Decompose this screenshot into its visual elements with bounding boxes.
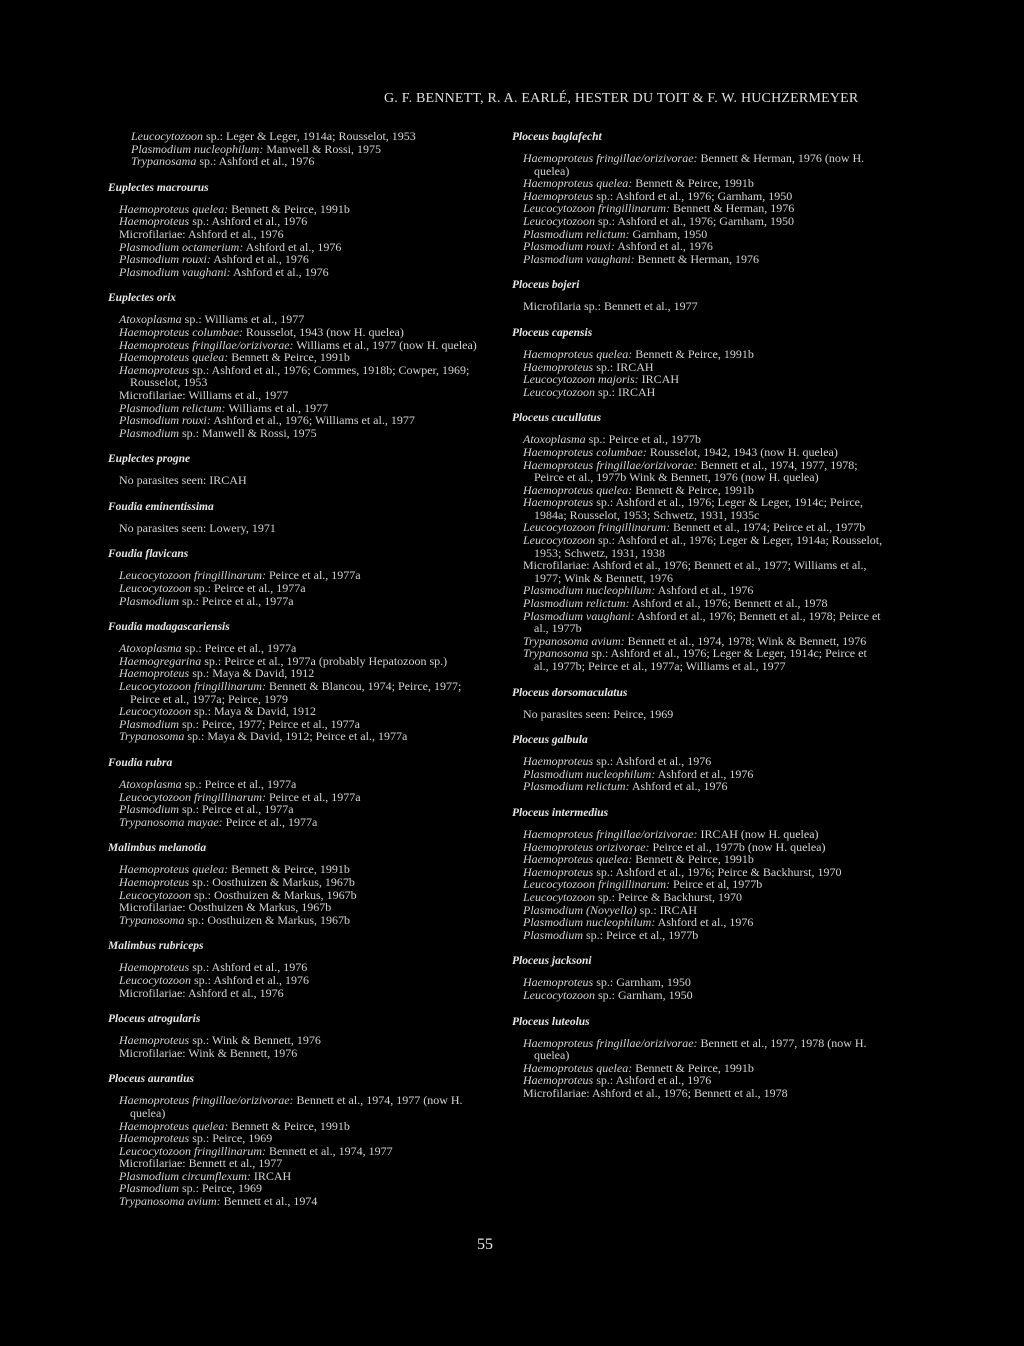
record-citation: Bennett et al., 1974, 1978; Wink & Bennett, 1976 bbox=[624, 633, 867, 648]
parasite-record bbox=[523, 300, 884, 313]
record-citation: Bennett & Peirce, 1991b bbox=[632, 176, 754, 191]
parasite-name: Plasmodium bbox=[119, 802, 179, 817]
record-citation: sp.: Peirce et al., 1977b bbox=[583, 927, 699, 942]
parasite-name: Atoxoplasma bbox=[119, 312, 182, 327]
record-citation: sp.: Ashford et al., 1976; Leger & Leger, 1914a; Rousselot, 1953; Schwetz, 1931, 1938 bbox=[534, 533, 883, 560]
parasite-name: Plasmodium bbox=[119, 1181, 179, 1196]
parasite-record bbox=[523, 152, 884, 177]
record-citation: sp.: Ashford et al., 1976; Garnham, 1950 bbox=[593, 188, 793, 203]
parasite-name: Plasmodium relictum: bbox=[119, 400, 226, 415]
parasite-name: Atoxoplasma bbox=[119, 777, 182, 791]
parasite-name: Leucocytozoon bbox=[523, 889, 595, 904]
parasite-name: Haemoproteus fringillae/orizivorae: bbox=[523, 826, 698, 841]
record-citation: sp.: Peirce et al., 1977a bbox=[179, 593, 294, 608]
parasite-name: Trypanosoma bbox=[523, 646, 589, 661]
record-citation: Bennett & Peirce, 1991b bbox=[228, 201, 350, 216]
parasite-name: Haemoproteus fringillae/orizivorae: bbox=[523, 1035, 698, 1050]
left-column bbox=[108, 130, 492, 1221]
parasite-name: Haemoproteus quelea: bbox=[119, 1118, 229, 1133]
parasite-name: Haemoproteus fringillae/orizivorae: bbox=[119, 337, 294, 352]
record-citation: Ashford et al., 1976; Bennett et al., 1978; Peirce et al., 1977b bbox=[534, 608, 881, 636]
parasite-record bbox=[523, 386, 884, 399]
record-citation: Bennett et al., 1974, 1977 (now H. quelea) bbox=[130, 1093, 463, 1120]
parasite-name: Haemoproteus bbox=[119, 874, 190, 889]
parasite-name: Haemoproteus columbae: bbox=[523, 444, 647, 459]
host-species-block bbox=[108, 547, 492, 607]
parasite-record bbox=[119, 474, 492, 487]
parasite-name: Haemoproteus bbox=[523, 188, 594, 203]
record-citation: Microfilariae: Ashford et al., 1976; Bennett et al., 1978 bbox=[523, 1085, 788, 1100]
record-citation: sp.: Williams et al., 1977 bbox=[181, 312, 305, 327]
host-species-name: Ploceus intermedius bbox=[512, 806, 609, 819]
record-citation: Peirce et al., 1977a bbox=[222, 814, 318, 829]
record-citation: sp.: Maya & David, 1912 bbox=[190, 704, 316, 719]
host-species-name: Ploceus galbula bbox=[512, 734, 588, 747]
parasite-name: Haemoproteus quelea: bbox=[119, 350, 229, 365]
record-citation: Microfilariae: Oosthuizen & Markus, 1967b bbox=[119, 900, 332, 915]
record-citation: sp.: Peirce et al., 1977a (probably Hepatozoon sp.) bbox=[201, 653, 448, 668]
parasite-record bbox=[119, 266, 492, 279]
record-citation: Ashford et al., 1976 bbox=[210, 252, 309, 267]
parasite-name: Plasmodium octamerium: bbox=[119, 239, 244, 254]
record-citation: sp.: Oosthuizen & Markus, 1967b bbox=[190, 887, 357, 902]
record-citation: sp.: Wink & Bennett, 1976 bbox=[189, 1033, 321, 1048]
record-citation: Ashford et al., 1976 bbox=[655, 766, 754, 781]
parasite-name: Plasmodium nucleophilum: bbox=[523, 915, 656, 930]
parasite-name: Leucocytozoon bbox=[523, 533, 595, 548]
record-citation: Microfilariae: Ashford et al., 1976 bbox=[119, 985, 284, 1000]
parasite-name: Leucocytozoon bbox=[119, 887, 191, 902]
record-citation: sp.: IRCAH bbox=[593, 359, 654, 374]
record-citation: Microfilariae: Ashford et al., 1976 bbox=[119, 226, 284, 241]
parasite-name: Trypanosoma avium: bbox=[523, 633, 625, 648]
parasite-record bbox=[119, 730, 492, 743]
host-species-block bbox=[108, 452, 492, 487]
parasite-name: Trypanosama bbox=[131, 154, 197, 169]
record-citation: sp.: Ashford et al., 1976 bbox=[196, 154, 315, 169]
record-citation: sp.: Ashford et al., 1976 bbox=[593, 754, 712, 769]
parasite-record bbox=[523, 708, 884, 721]
parasite-name: Leucocytozoon fringillinarum: bbox=[119, 679, 266, 694]
right-species-list bbox=[512, 130, 884, 1099]
record-citation: No parasites seen: Peirce, 1969 bbox=[523, 706, 674, 721]
host-species-name: Ploceus luteolus bbox=[512, 1015, 590, 1028]
parasite-name: Plasmodium rouxi: bbox=[119, 413, 211, 428]
parasite-name: Haemoproteus bbox=[119, 1033, 190, 1048]
parasite-name: Haemoproteus quelea: bbox=[523, 1060, 633, 1075]
parasite-name: Plasmodium bbox=[119, 593, 179, 608]
parasite-record bbox=[523, 780, 884, 793]
host-species-block bbox=[108, 291, 492, 439]
parasite-record bbox=[119, 1094, 492, 1119]
parasite-name: Haemoproteus quelea: bbox=[523, 852, 633, 867]
record-citation: Peirce et al., 1977a bbox=[266, 568, 361, 583]
host-species-name: Ploceus baglafecht bbox=[512, 131, 602, 143]
record-citation: Microfilariae: Williams et al., 1977 bbox=[119, 387, 289, 402]
record-citation: Bennett & Peirce, 1991b bbox=[632, 1060, 754, 1075]
host-species-block bbox=[512, 806, 884, 941]
continued-entries bbox=[108, 130, 492, 168]
record-citation: sp.: Garnham, 1950 bbox=[593, 975, 691, 990]
record-citation: sp.: Ashford et al., 1976; Commes, 1918b; Cowper, 1969; Rousselot, 1953 bbox=[130, 362, 470, 390]
host-species-block bbox=[512, 1015, 884, 1100]
record-citation: sp.: Peirce et al., 1977b bbox=[585, 432, 701, 447]
parasite-name: Plasmodium relictum: bbox=[523, 779, 630, 794]
record-citation: sp.: Leger & Leger, 1914a; Rousselot, 1953 bbox=[202, 129, 416, 143]
record-citation: sp.: Maya & David, 1912; Peirce et al., 1977a bbox=[184, 729, 408, 744]
host-species-name: Foudia flavicans bbox=[108, 548, 189, 561]
right-column bbox=[512, 130, 884, 1112]
host-species-block bbox=[512, 954, 884, 1001]
record-citation: sp.: Peirce et al., 1977a bbox=[179, 802, 294, 817]
record-citation: sp.: Maya & David, 1912 bbox=[189, 666, 315, 681]
parasite-name: Haemoproteus fringillae/orizivorae: bbox=[523, 457, 698, 472]
record-citation: Bennett & Peirce, 1991b bbox=[228, 1118, 350, 1133]
record-citation: sp.: Garnham, 1950 bbox=[594, 987, 693, 1002]
record-citation: Bennett & Blancou, 1974; Peirce, 1977; Peirce et al., 1977a; Peirce, 1979 bbox=[130, 679, 462, 706]
record-citation: IRCAH bbox=[638, 372, 679, 387]
parasite-name: Leucocytozoon majoris: bbox=[523, 372, 639, 387]
parasite-name: Leucocytozoon fringillinarum: bbox=[119, 1143, 266, 1158]
record-citation: sp.: Ashford et al., 1976 bbox=[190, 972, 309, 987]
parasite-name: Plasmodium vaughani: bbox=[523, 251, 635, 266]
parasite-name: Leucocytozoon bbox=[523, 213, 595, 228]
parasite-record bbox=[523, 496, 884, 521]
parasite-name: Plasmodium bbox=[119, 716, 179, 731]
parasite-record bbox=[523, 929, 884, 942]
page-number: 55 bbox=[477, 1236, 493, 1253]
parasite-record bbox=[523, 253, 884, 266]
record-citation: sp.: Peirce et al., 1977a bbox=[181, 641, 297, 656]
parasite-record bbox=[119, 680, 492, 705]
host-species-block bbox=[512, 411, 884, 672]
record-citation: No parasites seen: IRCAH bbox=[119, 473, 247, 488]
parasite-name: Trypanosoma bbox=[119, 729, 185, 744]
record-citation: Bennett et al., 1974, 1977, 1978; Peirce et al., 1977b Wink & Bennett, 1976 (now H. quelea) bbox=[534, 457, 858, 485]
record-citation: Bennett & Herman, 1976 bbox=[670, 201, 795, 216]
host-species-name: Ploceus dorsomaculatus bbox=[512, 686, 628, 699]
record-citation: Bennett et al., 1974 bbox=[220, 1194, 318, 1209]
parasite-name: Haemoproteus columbae: bbox=[119, 324, 243, 339]
parasite-record bbox=[523, 989, 884, 1002]
parasite-name: Trypanosoma bbox=[119, 912, 185, 927]
record-citation: sp.: Ashford et al., 1976 bbox=[189, 960, 308, 975]
record-citation: Ashford et al., 1976 bbox=[655, 583, 754, 598]
parasite-name: Plasmodium relictum: bbox=[523, 596, 630, 611]
record-citation: sp.: Ashford et al., 1976 bbox=[189, 214, 308, 229]
parasite-name: Leucocytozoon fringillinarum: bbox=[523, 201, 670, 216]
parasite-name: Haemoproteus bbox=[523, 495, 594, 510]
record-citation: Bennett & Peirce, 1991b bbox=[632, 852, 754, 867]
host-species-name: Foudia rubra bbox=[108, 757, 173, 769]
host-species-block bbox=[108, 939, 492, 999]
record-citation: Bennett & Herman, 1976 (now H. quelea) bbox=[534, 151, 865, 178]
parasite-name: Leucocytozoon bbox=[523, 987, 595, 1002]
host-species-block bbox=[108, 620, 492, 743]
parasite-name: Haemoproteus bbox=[523, 359, 594, 374]
parasite-name: Haemoproteus bbox=[523, 1073, 594, 1088]
host-species-name: Ploceus jacksoni bbox=[512, 955, 592, 968]
parasite-record bbox=[119, 1047, 492, 1060]
parasite-name: Leucocytozoon bbox=[523, 384, 595, 399]
parasite-name: Trypanosoma mayae: bbox=[119, 814, 223, 829]
parasite-name: Haemoproteus bbox=[119, 666, 190, 681]
parasite-record bbox=[119, 364, 492, 389]
record-citation: sp.: Peirce & Backhurst, 1970 bbox=[594, 889, 742, 904]
record-citation: Microfilaria sp.: Bennett et al., 1977 bbox=[523, 299, 698, 314]
record-citation: Ashford et al., 1976 bbox=[655, 915, 754, 930]
host-species-name: Euplectes orix bbox=[108, 292, 177, 305]
parasite-name: Leucocytozoon fringillinarum: bbox=[523, 877, 670, 892]
parasite-record bbox=[523, 534, 884, 559]
record-citation: sp.: Peirce, 1977; Peirce et al., 1977a bbox=[179, 716, 360, 731]
parasite-name: Plasmodium circumflexum: bbox=[119, 1168, 251, 1183]
parasite-name: Haemoproteus bbox=[523, 864, 594, 879]
parasite-name: Plasmodium relictum: bbox=[523, 226, 630, 241]
host-species-block bbox=[108, 1012, 492, 1059]
record-citation: Bennett & Herman, 1976 bbox=[634, 251, 759, 266]
host-species-name: Euplectes progne bbox=[108, 453, 191, 466]
parasite-record bbox=[523, 610, 884, 635]
parasite-record bbox=[523, 559, 884, 584]
record-citation: Microfilariae: Wink & Bennett, 1976 bbox=[119, 1045, 298, 1060]
parasite-name: Haemoproteus quelea: bbox=[119, 201, 229, 216]
host-species-block bbox=[108, 841, 492, 926]
record-citation: sp.: Manwell & Rossi, 1975 bbox=[179, 425, 317, 440]
record-citation: sp.: Peirce et al., 1977a bbox=[181, 777, 297, 791]
parasite-record bbox=[523, 1087, 884, 1100]
record-citation: sp.: Ashford et al., 1976; Leger & Leger, 1914c; Peirce et al., 1977b; Peirce et al., 1977a; Williams et al., 1977 bbox=[534, 646, 867, 673]
parasite-name: Plasmodium rouxi: bbox=[119, 252, 211, 267]
host-species-block bbox=[512, 686, 884, 721]
host-species-block bbox=[512, 130, 884, 265]
record-citation: Ashford et al., 1976 bbox=[230, 264, 329, 279]
parasite-record bbox=[119, 987, 492, 1000]
record-citation: Microfilariae: Bennett et al., 1977 bbox=[119, 1156, 283, 1171]
parasite-name: Plasmodium rouxi: bbox=[523, 239, 615, 254]
host-species-block bbox=[512, 278, 884, 313]
parasite-name: Plasmodium bbox=[119, 425, 179, 440]
parasite-name: Haemoproteus bbox=[119, 960, 190, 975]
parasite-record bbox=[119, 522, 492, 535]
host-species-block bbox=[108, 181, 492, 279]
parasite-name: Haemoproteus fringillae/orizivorae: bbox=[119, 1093, 294, 1108]
record-citation: Bennett & Peirce, 1991b bbox=[632, 482, 754, 497]
record-citation: sp.: Ashford et al., 1976 bbox=[593, 1073, 712, 1088]
parasite-record bbox=[119, 427, 492, 440]
parasite-name: Atoxoplasma bbox=[523, 432, 586, 447]
parasite-name: Leucocytozoon bbox=[119, 704, 191, 719]
parasite-name: Plasmodium nucleophilum: bbox=[523, 766, 656, 781]
record-citation: Bennett et al., 1974; Peirce et al., 1977b bbox=[670, 520, 866, 535]
record-citation: Garnham, 1950 bbox=[629, 226, 708, 241]
parasite-name: Leucocytozoon bbox=[119, 581, 191, 596]
parasite-record bbox=[523, 647, 884, 672]
record-citation: sp.: Peirce et al., 1977a bbox=[190, 581, 306, 596]
parasite-name: Haemogregarina bbox=[119, 653, 202, 668]
record-citation: Rousselot, 1943 (now H. quelea) bbox=[242, 324, 404, 339]
parasite-name: Leucocytozoon fringillinarum: bbox=[119, 568, 266, 583]
host-species-name: Malimbus rubriceps bbox=[108, 940, 204, 953]
parasite-record bbox=[119, 816, 492, 829]
host-species-name: Malimbus melanotia bbox=[108, 842, 207, 855]
record-citation: Bennett & Peirce, 1991b bbox=[228, 862, 350, 877]
parasite-name: Plasmodium nucleophilum: bbox=[523, 583, 656, 598]
host-species-block bbox=[512, 733, 884, 793]
record-citation: sp.: Oosthuizen & Markus, 1967b bbox=[189, 874, 355, 889]
host-species-name: Foudia madagascariensis bbox=[108, 621, 230, 634]
host-species-block bbox=[108, 1072, 492, 1207]
parasite-record bbox=[119, 1195, 492, 1208]
host-species-name: Ploceus capensis bbox=[512, 326, 593, 339]
record-citation: Bennett & Peirce, 1991b bbox=[228, 350, 350, 365]
record-citation: Bennett & Peirce, 1991b bbox=[632, 346, 754, 361]
parasite-name: Leucocytozoon fringillinarum: bbox=[119, 789, 266, 804]
host-species-name: Ploceus bojeri bbox=[512, 279, 580, 292]
host-species-block bbox=[108, 500, 492, 535]
parasite-name: Haemoproteus fringillae/orizivorae: bbox=[523, 151, 698, 165]
parasite-name: Plasmodium bbox=[523, 927, 583, 942]
parasite-name: Haemoproteus quelea: bbox=[119, 862, 229, 877]
record-citation: Ashford et al., 1976; Williams et al., 1977 bbox=[210, 413, 415, 428]
parasite-record bbox=[523, 1037, 884, 1062]
record-citation: Manwell & Rossi, 1975 bbox=[263, 141, 381, 156]
record-citation: Microfilariae: Ashford et al., 1976; Bennett et al., 1977; Williams et al., 1977; Wink & Bennett, 1976 bbox=[523, 558, 867, 585]
record-citation: sp.: IRCAH bbox=[594, 384, 656, 399]
parasite-record bbox=[523, 459, 884, 484]
parasite-record bbox=[119, 914, 492, 927]
record-citation: sp.: Peirce, 1969 bbox=[189, 1131, 273, 1146]
parasite-name: Haemoproteus quelea: bbox=[523, 346, 633, 361]
parasite-name: Haemoproteus bbox=[523, 975, 594, 990]
record-citation: sp.: Ashford et al., 1976; Peirce & Backhurst, 1970 bbox=[593, 864, 842, 879]
record-citation: Williams et al., 1977 (now H. quelea) bbox=[293, 337, 477, 352]
record-citation: Bennett et al., 1977, 1978 (now H. quelea) bbox=[534, 1035, 867, 1063]
host-species-block bbox=[108, 756, 492, 828]
record-citation: IRCAH bbox=[250, 1168, 292, 1183]
parasite-name: Trypanosoma avium: bbox=[119, 1194, 221, 1209]
running-header: G. F. BENNETT, R. A. EARLÉ, HESTER DU TOIT & F. W. HUCHZERMEYER bbox=[384, 91, 859, 106]
host-species-name: Ploceus atrogularis bbox=[108, 1013, 201, 1026]
record-citation: sp.: Ashford et al., 1976; Leger & Leger, 1914c; Peirce, 1984a; Rousselot, 1953; Schwetz, 1931, 1935c bbox=[534, 495, 863, 522]
record-citation: sp.: Peirce, 1969 bbox=[179, 1181, 262, 1196]
parasite-name: Plasmodium vaughani: bbox=[523, 608, 635, 623]
host-species-name: Euplectes macrourus bbox=[108, 181, 209, 194]
record-citation: Peirce et al., 1977a bbox=[266, 789, 361, 804]
record-citation: Bennett et al., 1974, 1977 bbox=[266, 1143, 393, 1158]
record-citation: Ashford et al., 1976 bbox=[614, 239, 713, 254]
parasite-name: Haemoproteus orizivorae: bbox=[523, 839, 650, 854]
host-species-name: Ploceus cucullatus bbox=[512, 412, 602, 425]
host-species-name: Foudia eminentissima bbox=[108, 500, 214, 513]
record-citation: IRCAH (now H. quelea) bbox=[697, 826, 819, 841]
record-citation: Rousselot, 1942, 1943 (now H. quelea) bbox=[646, 444, 838, 459]
record-citation: sp.: IRCAH bbox=[636, 902, 697, 917]
host-species-block bbox=[512, 326, 884, 398]
parasite-name: Leucocytozoon fringillinarum: bbox=[523, 520, 670, 535]
parasite-name: Haemoproteus bbox=[119, 1131, 190, 1146]
parasite-name: Leucocytozoon bbox=[119, 972, 191, 987]
host-species-name: Ploceus aurantius bbox=[108, 1073, 194, 1086]
parasite-record bbox=[131, 155, 492, 168]
parasite-name: Leucocytozoon bbox=[131, 129, 203, 143]
parasite-name: Plasmodium nucleophilum: bbox=[131, 141, 264, 156]
parasite-name: Haemoproteus quelea: bbox=[523, 176, 633, 191]
record-citation: Ashford et al., 1976 bbox=[243, 239, 342, 254]
parasite-name: Haemoproteus bbox=[119, 362, 190, 377]
record-citation: Ashford et al., 1976; Bennett et al., 1978 bbox=[629, 596, 828, 611]
record-citation: sp.: Ashford et al., 1976; Garnham, 1950 bbox=[594, 213, 794, 228]
record-citation: Ashford et al., 1976 bbox=[629, 779, 728, 794]
parasite-name: Haemoproteus bbox=[523, 754, 594, 769]
parasite-name: Plasmodium vaughani: bbox=[119, 264, 231, 279]
parasite-name: Plasmodium (Novyella) bbox=[523, 902, 637, 917]
parasite-name: Haemoproteus quelea: bbox=[523, 482, 633, 497]
record-citation: Peirce et al, 1977b bbox=[670, 877, 763, 892]
record-citation: No parasites seen: Lowery, 1971 bbox=[119, 520, 276, 535]
record-citation: sp.: Oosthuizen & Markus, 1967b bbox=[184, 912, 350, 927]
left-species-list bbox=[108, 181, 492, 1208]
parasite-record bbox=[119, 595, 492, 608]
parasite-name: Haemoproteus bbox=[119, 214, 190, 229]
record-citation: Williams et al., 1977 bbox=[225, 400, 329, 415]
record-citation: Peirce et al., 1977b (now H. quelea) bbox=[649, 839, 826, 854]
parasite-name: Atoxoplasma bbox=[119, 641, 182, 656]
